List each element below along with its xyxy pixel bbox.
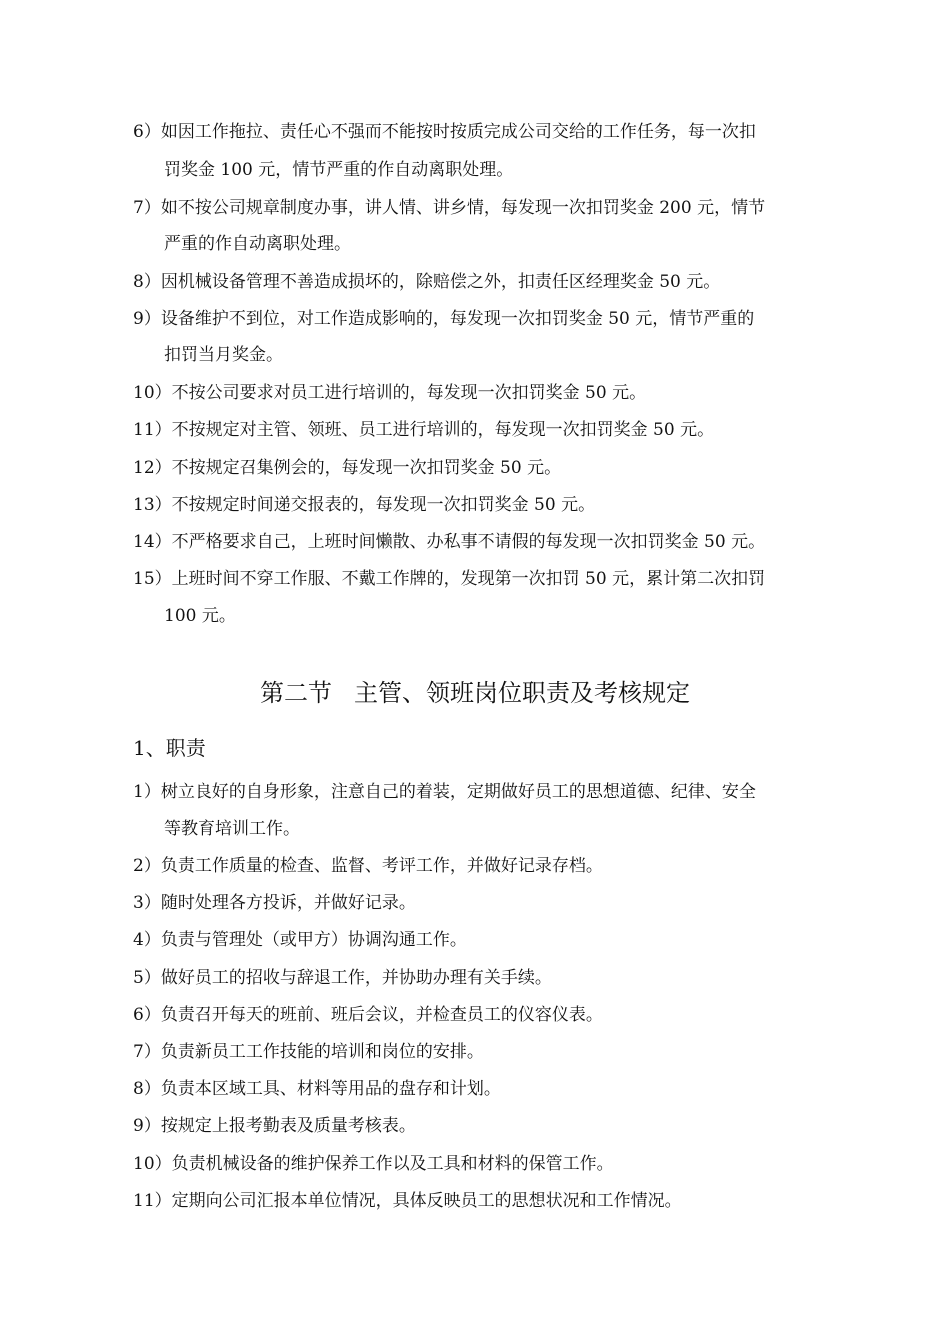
item-number: 15） bbox=[133, 569, 172, 589]
item-number: 4） bbox=[133, 930, 161, 950]
list-item bbox=[133, 885, 833, 921]
item-text: 负责本区域工具、材料等用品的盘存和计划。 bbox=[160, 1079, 501, 1099]
item-number: 7） bbox=[133, 198, 161, 218]
item-text: 负责工作质量的检查、监督、考评工作，并做好记录存档。 bbox=[160, 856, 603, 876]
list-item bbox=[133, 997, 833, 1033]
list-item-continuation: 严重的作自动离职处理。 bbox=[164, 234, 351, 254]
item-text: 设备维护不到位，对工作造成影响的，每发现一次扣罚奖金 50 元，情节严重的 bbox=[160, 309, 755, 329]
list-item bbox=[133, 190, 833, 226]
list-item bbox=[133, 1108, 833, 1144]
list-item bbox=[133, 487, 833, 523]
list-item-continuation: 100 元。 bbox=[164, 606, 236, 626]
item-number: 14） bbox=[133, 532, 172, 552]
item-text: 因机械设备管理不善造成损坏的，除赔偿之外，扣责任区经理奖金 50 元。 bbox=[160, 272, 721, 292]
list-item-continuation: 扣罚当月奖金。 bbox=[164, 345, 283, 365]
item-number: 10） bbox=[133, 1154, 172, 1174]
item-text: 随时处理各方投诉，并做好记录。 bbox=[160, 893, 416, 913]
list-item bbox=[133, 1146, 833, 1182]
item-number: 2） bbox=[133, 856, 161, 876]
list-item bbox=[133, 114, 833, 150]
item-number: 10） bbox=[133, 383, 172, 403]
item-text: 如不按公司规章制度办事，讲人情、讲乡情，每发现一次扣罚奖金 200 元，情节 bbox=[160, 198, 766, 218]
item-text: 负责召开每天的班前、班后会议，并检查员工的仪容仪表。 bbox=[160, 1005, 603, 1025]
list-item bbox=[133, 848, 833, 884]
item-text: 不按公司要求对员工进行培训的，每发现一次扣罚奖金 50 元。 bbox=[171, 383, 647, 403]
item-number: 8） bbox=[133, 1079, 161, 1099]
list-item bbox=[133, 1034, 833, 1070]
item-text: 不严格要求自己，上班时间懒散、办私事不请假的每发现一次扣罚奖金 50 元。 bbox=[171, 532, 766, 552]
item-text: 不按规定召集例会的，每发现一次扣罚奖金 50 元。 bbox=[171, 458, 562, 478]
subheading: 1、职责 bbox=[133, 736, 206, 760]
item-text: 不按规定时间递交报表的，每发现一次扣罚奖金 50 元。 bbox=[171, 495, 596, 515]
list-item-continuation: 罚奖金 100 元，情节严重的作自动离职处理。 bbox=[164, 160, 514, 180]
list-item bbox=[133, 1071, 833, 1107]
list-item bbox=[133, 524, 833, 560]
item-text: 树立良好的自身形象，注意自己的着装，定期做好员工的思想道德、纪律、安全 bbox=[160, 782, 756, 802]
item-number: 9） bbox=[133, 309, 161, 329]
item-text: 负责新员工工作技能的培训和岗位的安排。 bbox=[160, 1042, 484, 1062]
list-item bbox=[133, 412, 833, 448]
item-number: 3） bbox=[133, 893, 161, 913]
section-title: 第二节 主管、领班岗位职责及考核规定 bbox=[259, 679, 691, 707]
list-item bbox=[133, 264, 833, 300]
item-number: 6） bbox=[133, 1005, 161, 1025]
item-text: 做好员工的招收与辞退工作，并协助办理有关手续。 bbox=[160, 968, 552, 988]
item-text: 定期向公司汇报本单位情况，具体反映员工的思想状况和工作情况。 bbox=[171, 1191, 682, 1211]
item-number: 11） bbox=[133, 420, 172, 440]
item-text: 上班时间不穿工作服、不戴工作牌的，发现第一次扣罚 50 元，累计第二次扣罚 bbox=[171, 569, 766, 589]
item-text: 按规定上报考勤表及质量考核表。 bbox=[160, 1116, 416, 1136]
item-number: 5） bbox=[133, 968, 161, 988]
item-text: 不按规定对主管、领班、员工进行培训的，每发现一次扣罚奖金 50 元。 bbox=[171, 420, 715, 440]
item-number: 9） bbox=[133, 1116, 161, 1136]
item-number: 13） bbox=[133, 495, 172, 515]
list-item bbox=[133, 561, 833, 597]
item-number: 11） bbox=[133, 1191, 172, 1211]
list-item bbox=[133, 774, 833, 810]
list-item bbox=[133, 301, 833, 337]
item-number: 12） bbox=[133, 458, 172, 478]
item-number: 6） bbox=[133, 122, 161, 142]
list-item bbox=[133, 1183, 833, 1219]
item-number: 1） bbox=[133, 782, 161, 802]
list-item bbox=[133, 922, 833, 958]
item-text: 如因工作拖拉、责任心不强而不能按时按质完成公司交给的工作任务，每一次扣 bbox=[160, 122, 756, 142]
list-item bbox=[133, 450, 833, 486]
item-number: 8） bbox=[133, 272, 161, 292]
list-item bbox=[133, 960, 833, 996]
list-item bbox=[133, 375, 833, 411]
item-text: 负责与管理处（或甲方）协调沟通工作。 bbox=[160, 930, 467, 950]
item-number: 7） bbox=[133, 1042, 161, 1062]
list-item-continuation: 等教育培训工作。 bbox=[164, 819, 300, 839]
item-text: 负责机械设备的维护保养工作以及工具和材料的保管工作。 bbox=[171, 1154, 614, 1174]
